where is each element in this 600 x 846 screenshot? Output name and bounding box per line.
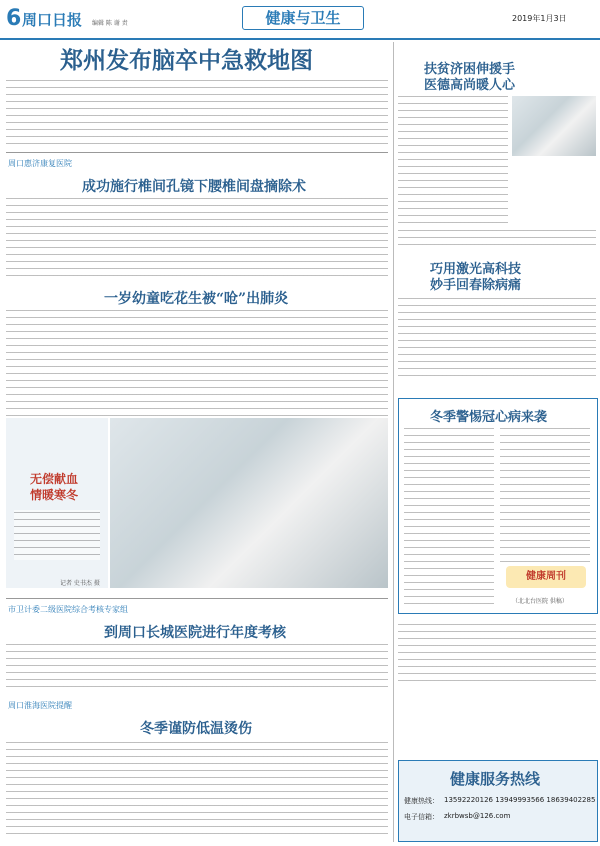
photo-caption-text	[14, 510, 100, 560]
poverty-headline-1: 扶贫济困伸援手	[424, 62, 516, 77]
spine-headline: 成功施行椎间孔镜下腰椎间盘摘除术	[82, 179, 306, 195]
spine-body	[6, 196, 388, 276]
page-number: 6	[6, 6, 22, 31]
editor-line: 编辑 陈 谢 责	[92, 20, 128, 27]
photo-caption-panel	[6, 418, 108, 588]
burn-body	[6, 740, 388, 840]
heart-source: （北北台医院 供稿）	[512, 598, 568, 605]
laser-body	[398, 296, 596, 382]
child-headline: 一岁幼童吃花生被“呛”出肺炎	[104, 291, 289, 307]
poverty-body	[398, 94, 508, 224]
hotline-email-label: 电子信箱：	[404, 813, 439, 821]
blood-donation-photo	[110, 418, 388, 588]
photo-title-2: 情暖寒冬	[30, 488, 79, 502]
heart-body-right	[500, 426, 590, 566]
burn-headline: 冬季谨防低温烫伤	[140, 721, 252, 737]
laser-headline-1: 巧用激光高科技	[430, 262, 522, 277]
divider	[6, 152, 388, 153]
issue-date: 2019年1月3日	[512, 14, 567, 23]
section-title: 健康与卫生	[242, 6, 364, 30]
hospital-kicker: 市卫计委二级医院综合考核专家组	[8, 605, 128, 614]
hospital-headline: 到周口长城医院进行年度考核	[104, 625, 286, 641]
photo-credit: 记者 史书杰 摄	[60, 580, 100, 587]
hotline-phone-label: 健康热线：	[404, 797, 439, 805]
paper-logo: 周口日报	[22, 11, 83, 29]
lead-body	[6, 78, 388, 148]
ad-body	[398, 622, 596, 682]
health-weekly-logo: 健康周刊	[506, 566, 586, 588]
hotline-title: 健康服务热线	[450, 770, 541, 788]
poverty-body-cont	[398, 228, 596, 250]
heart-headline: 冬季警惕冠心病来袭	[430, 410, 548, 425]
child-body	[6, 308, 388, 416]
hospital-body	[6, 642, 388, 690]
heart-body-left	[404, 426, 494, 606]
laser-headline-2: 妙手回春除病痛	[430, 278, 522, 293]
hotline-phones: 13592220126 13949993566 18639402285	[444, 796, 596, 804]
lead-headline: 郑州发布脑卒中急救地图	[60, 47, 313, 74]
poverty-headline-2: 医德高尚暖人心	[424, 78, 516, 93]
poverty-photo	[512, 96, 596, 156]
photo-title-1: 无偿献血	[30, 472, 79, 486]
divider	[6, 598, 388, 599]
hotline-email: zkrbwsb@126.com	[444, 812, 511, 820]
column-divider	[393, 42, 394, 842]
spine-kicker: 周口惠济康复医院	[8, 159, 72, 168]
burn-kicker: 周口淮海医院提醒	[8, 701, 72, 710]
